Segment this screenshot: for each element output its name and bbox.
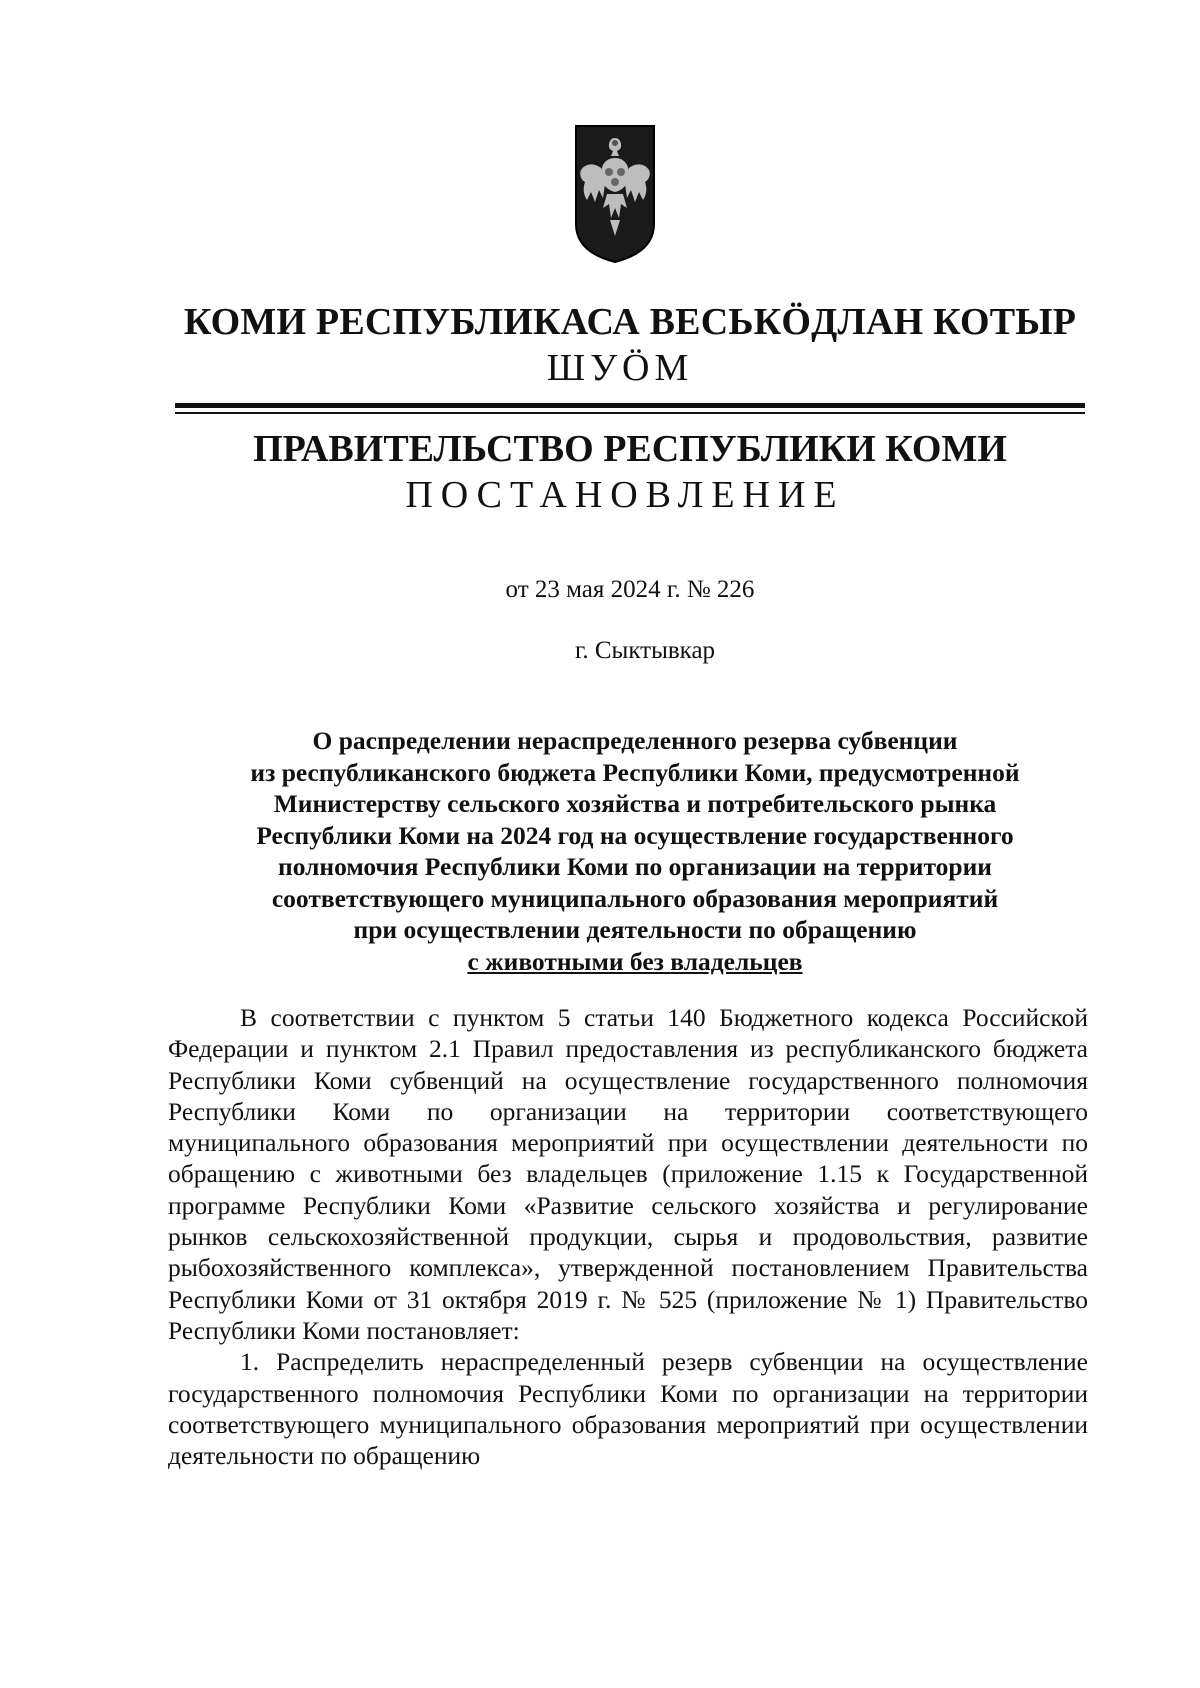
- resolution-date-number: от 23 мая 2024 г. № 226: [505, 576, 755, 603]
- title-line: соответствующего муниципального образования мероприятий: [271, 883, 999, 913]
- resolution-heading: ПОСТАНОВЛЕНИЕ: [405, 474, 845, 516]
- header-divider-thick: [175, 403, 1085, 408]
- title-line: из республиканского бюджета Республики Коми, предусмотренной: [250, 757, 1020, 787]
- komi-coat-of-arms-icon: [574, 124, 656, 264]
- komi-subheading: ШУӦМ: [546, 347, 694, 389]
- title-line: Республики Коми на 2024 год на осуществление государственного: [256, 820, 1014, 850]
- title-line: О распределении нераспределенного резерва субвенции: [312, 726, 958, 755]
- title-line: полномочия Республики Коми по организации на территории: [278, 852, 992, 881]
- title-line: Министерству сельского хозяйства и потребительского рынка: [273, 789, 997, 818]
- resolution-title: [150, 725, 1070, 977]
- title-line-underlined: с животными без владельцев: [467, 946, 803, 976]
- government-heading: ПРАВИТЕЛЬСТВО РЕСПУБЛИКИ КОМИ: [253, 428, 1007, 470]
- item-1-paragraph: 1. Распределить нераспределенный резерв субвенции на осуществление государственного полномочия Республики Коми по организации на территории соответствующего муниципального образования мероприятий при осуществлении деятельности по обращению: [168, 1347, 1088, 1471]
- resolution-city: г. Сыктывкар: [574, 637, 716, 664]
- komi-heading: КОМИ РЕСПУБЛИКАСА ВЕСЬКӦДЛАН КОТЫР: [183, 301, 1077, 343]
- header-divider-thin: [175, 412, 1085, 414]
- preamble-paragraph: В соответствии с пунктом 5 статьи 140 Бюджетного кодекса Российской Федерации и пунктом 2.1 Правил предоставления из республиканского бюджета Республики Коми субвенций на осуществление государственного полномочия Республики Коми по организации на территории соответствующего муниципального образования мероприятий при осуществлении деятельности по обращению с животными без владельцев (приложение 1.15 к Государственной программе Республики Коми «Развитие сельского хозяйства и регулирование рынков сельскохозяйственной продукции, сырья и продовольствия, развитие рыбохозяйственного комплекса», утвержденной постановлением Правительства Республики Коми от 31 октября 2019 г. № 525 (приложение № 1) Правительство Республики Коми постановляет:: [168, 1003, 1088, 1345]
- resolution-body: [168, 1002, 1088, 1471]
- title-line: при осуществлении деятельности по обращению: [353, 915, 917, 944]
